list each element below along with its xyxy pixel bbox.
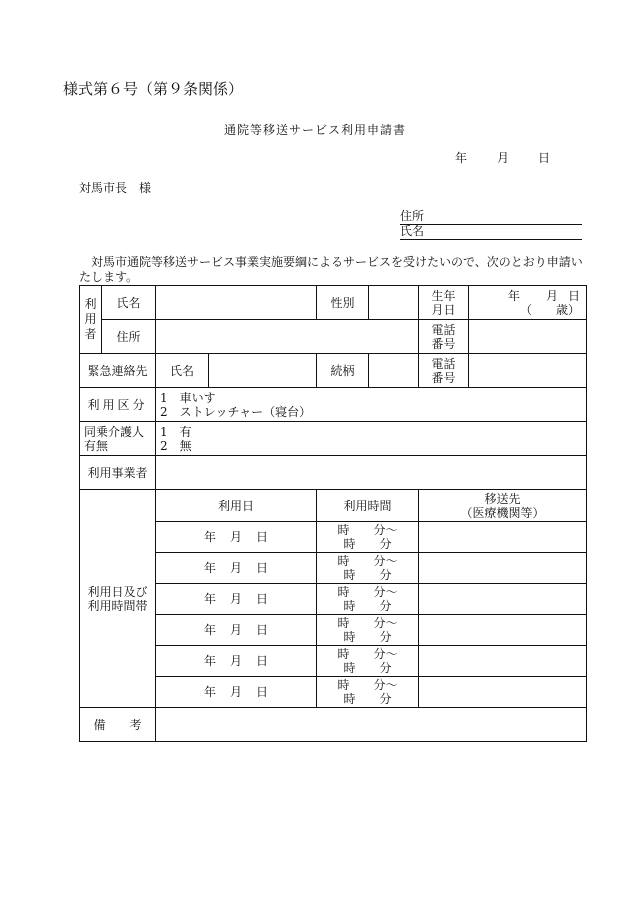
- applicant-name-field[interactable]: [400, 224, 582, 240]
- schedule-date-field[interactable]: 年 月 日: [156, 615, 317, 646]
- col-date-header: 利用日: [156, 490, 317, 522]
- birth-label: 生年 月日: [419, 286, 469, 320]
- emergency-phone-field[interactable]: [469, 354, 587, 388]
- applicant-address-label: 住所: [400, 209, 425, 223]
- usage-category-options[interactable]: [156, 388, 587, 422]
- form-number: 様式第６号（第９条関係）: [63, 80, 244, 98]
- schedule-time-field[interactable]: 時 分～ 時 分: [317, 522, 419, 553]
- date-day-label: 日: [538, 151, 551, 165]
- phone-field[interactable]: [469, 320, 587, 354]
- schedule-row: [80, 615, 587, 646]
- schedule-row: [80, 646, 587, 677]
- schedule-destination-field[interactable]: [419, 553, 587, 584]
- birth-field[interactable]: [469, 286, 587, 320]
- phone-label: 電話 番号: [419, 320, 469, 354]
- age-field: （ 歳）: [519, 302, 580, 317]
- schedule-time-field[interactable]: 時 分～ 時 分: [317, 646, 419, 677]
- companion-label: 同乗介護人 有無: [80, 422, 156, 456]
- schedule-destination-field[interactable]: [419, 677, 587, 708]
- schedule-row: [80, 522, 587, 553]
- companion-option-no[interactable]: 2 無: [160, 438, 192, 453]
- relation-label: 続柄: [317, 354, 369, 388]
- emergency-phone-label: 電話 番号: [419, 354, 469, 388]
- remarks-field[interactable]: [156, 708, 587, 742]
- date-month-label: 月: [497, 151, 510, 165]
- category-option-stretcher[interactable]: 2 ストレッチャー（寝台）: [160, 404, 312, 419]
- emergency-contact-label: 緊急連絡先: [80, 354, 156, 388]
- birth-month: 月: [545, 288, 558, 303]
- applicant-name-label: 氏名: [400, 224, 425, 238]
- schedule-destination-field[interactable]: [419, 584, 587, 615]
- schedule-destination-field[interactable]: [419, 646, 587, 677]
- birth-year: 年: [507, 288, 520, 303]
- schedule-label: 利用日及び 利用時間帯: [80, 490, 156, 708]
- address-field[interactable]: [156, 320, 419, 354]
- schedule-time-field[interactable]: 時 分～ 時 分: [317, 615, 419, 646]
- schedule-time-field[interactable]: 時 分～ 時 分: [317, 584, 419, 615]
- remarks-label: 備 考: [80, 708, 156, 742]
- applicant-address-field[interactable]: [400, 209, 582, 225]
- addressee: 対馬市長 様: [79, 181, 152, 195]
- schedule-row: [80, 677, 587, 708]
- companion-options[interactable]: [156, 422, 587, 456]
- schedule-date-field[interactable]: 年 月 日: [156, 522, 317, 553]
- provider-field[interactable]: [156, 456, 587, 490]
- provider-label: 利用事業者: [80, 456, 156, 490]
- birth-day: 日: [567, 288, 580, 303]
- companion-option-yes[interactable]: 1 有: [160, 424, 192, 439]
- schedule-date-field[interactable]: 年 月 日: [156, 584, 317, 615]
- form-title: 通院等移送サービス利用申請書: [223, 123, 406, 137]
- usage-category-label: 利用区分: [80, 388, 156, 422]
- gender-label: 性別: [317, 286, 369, 320]
- col-destination-header: 移送先 （医療機関等）: [419, 490, 587, 522]
- col-time-header: 利用時間: [317, 490, 419, 522]
- name-field[interactable]: [156, 286, 317, 320]
- emergency-name-field[interactable]: [209, 354, 317, 388]
- address-label: 住所: [102, 320, 156, 354]
- schedule-time-field[interactable]: 時 分～ 時 分: [317, 553, 419, 584]
- schedule-row: [80, 584, 587, 615]
- schedule-date-field[interactable]: 年 月 日: [156, 553, 317, 584]
- schedule-date-field[interactable]: 年 月 日: [156, 677, 317, 708]
- name-label: 氏名: [102, 286, 156, 320]
- schedule-date-field[interactable]: 年 月 日: [156, 646, 317, 677]
- date-year-label: 年: [455, 151, 468, 165]
- user-group-label: 利用者: [80, 286, 102, 354]
- schedule-time-field[interactable]: 時 分～ 時 分: [317, 677, 419, 708]
- schedule-row: [80, 553, 587, 584]
- schedule-destination-field[interactable]: [419, 522, 587, 553]
- gender-field[interactable]: [369, 286, 419, 320]
- emergency-name-label: 氏名: [156, 354, 209, 388]
- application-table: [79, 285, 587, 742]
- intro-text: 対馬市通院等移送サービス事業実施要綱によるサービスを受けたいので、次のとおり申請いたします。: [79, 255, 583, 284]
- schedule-destination-field[interactable]: [419, 615, 587, 646]
- category-option-wheelchair[interactable]: 1 車いす: [160, 390, 216, 405]
- relation-field[interactable]: [369, 354, 419, 388]
